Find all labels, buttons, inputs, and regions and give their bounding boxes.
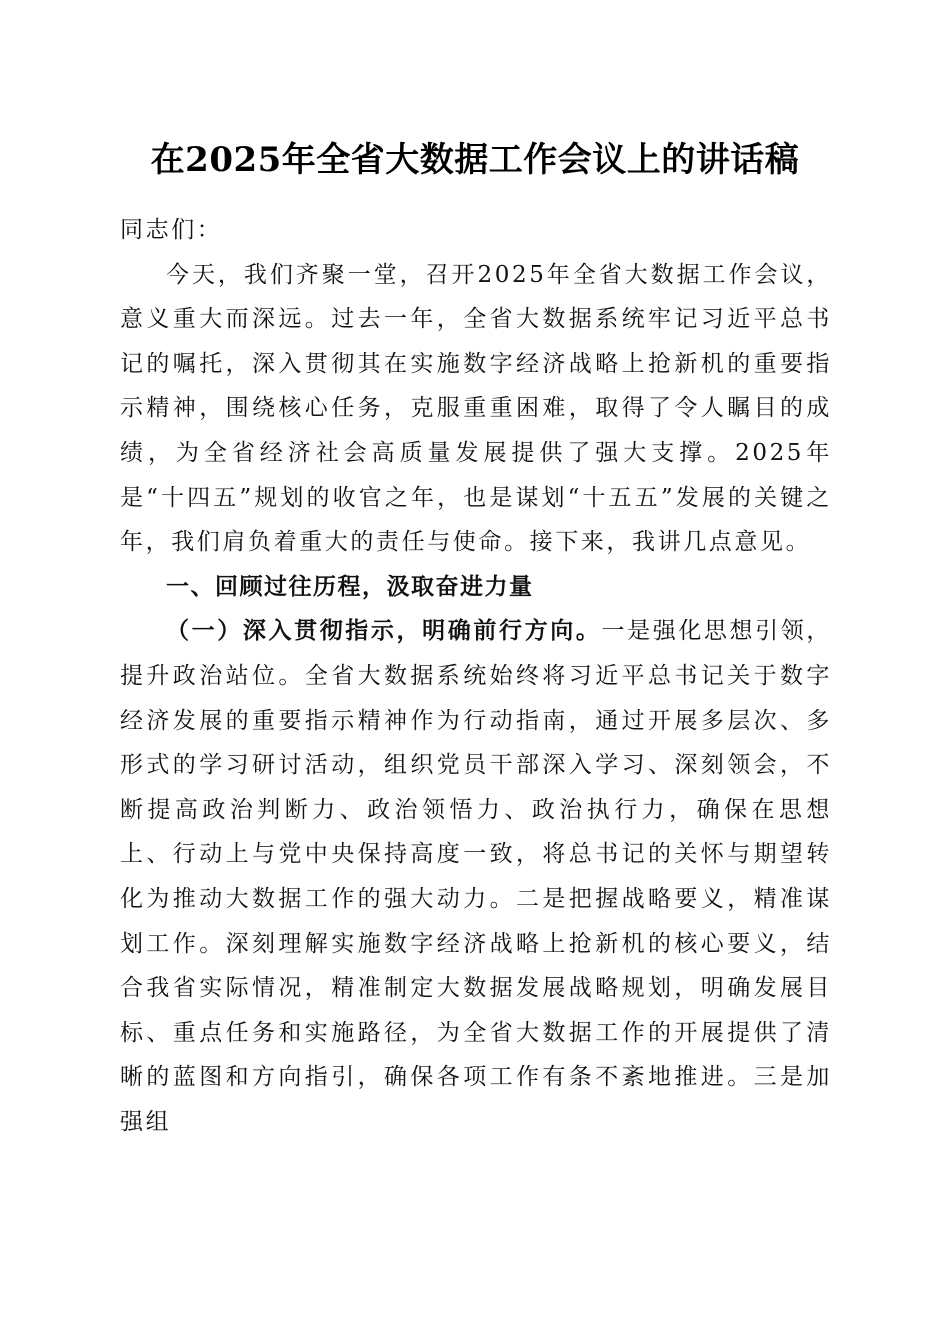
document-title: 在2025年全省大数据工作会议上的讲话稿 [150,140,800,180]
subsection-text: 一是强化思想引领，提升政治站位。全省大数据系统始终将习近平总书记关于数字经济发展的重要指示精神作为行动指南，通过开展多层次、多形式的学习研讨活动，组织党员干部深入学习、深刻领会，不断提高政治判断力、政治领悟力、政治执行力，确保在思想上、行动上与党中央保持高度一致，将总书记的关怀与期望转化为推动大数据工作的强大动力。二是把握战略要义，精准谋划工作。深刻理解实施数字经济战略上抢新机的核心要义，结合我省实际情况，精准制定大数据发展战略规划，明确发展目标、重点任务和实施路径，为全省大数据工作的开展提供了清晰的蓝图和方向指引，确保各项工作有条不紊地推进。三是加强组 [120,618,832,1135]
salutation: 同志们： [120,217,223,243]
section-heading: 一、回顾过往历程，汲取奋进力量 [166,573,534,600]
section-paragraph [120,609,832,1144]
subsection-lead: （一）深入贯彻指示，明确前行方向。 [166,617,602,645]
document-body [120,208,832,1144]
intro-paragraph: 今天，我们齐聚一堂，召开2025年全省大数据工作会议，意义重大而深远。过去一年，全省大数据系统牢记习近平总书记的嘱托，深入贯彻其在实施数字经济战略上抢新机的重要指示精神，围绕核心任务，克服重重困难，取得了令人瞩目的成绩，为全省经济社会高质量发展提供了强大支撑。2025年是“十四五”规划的收官之年，也是谋划“十五五”发展的关键之年，我们肩负着重大的责任与使命。接下来，我讲几点意见。 [120,261,832,556]
